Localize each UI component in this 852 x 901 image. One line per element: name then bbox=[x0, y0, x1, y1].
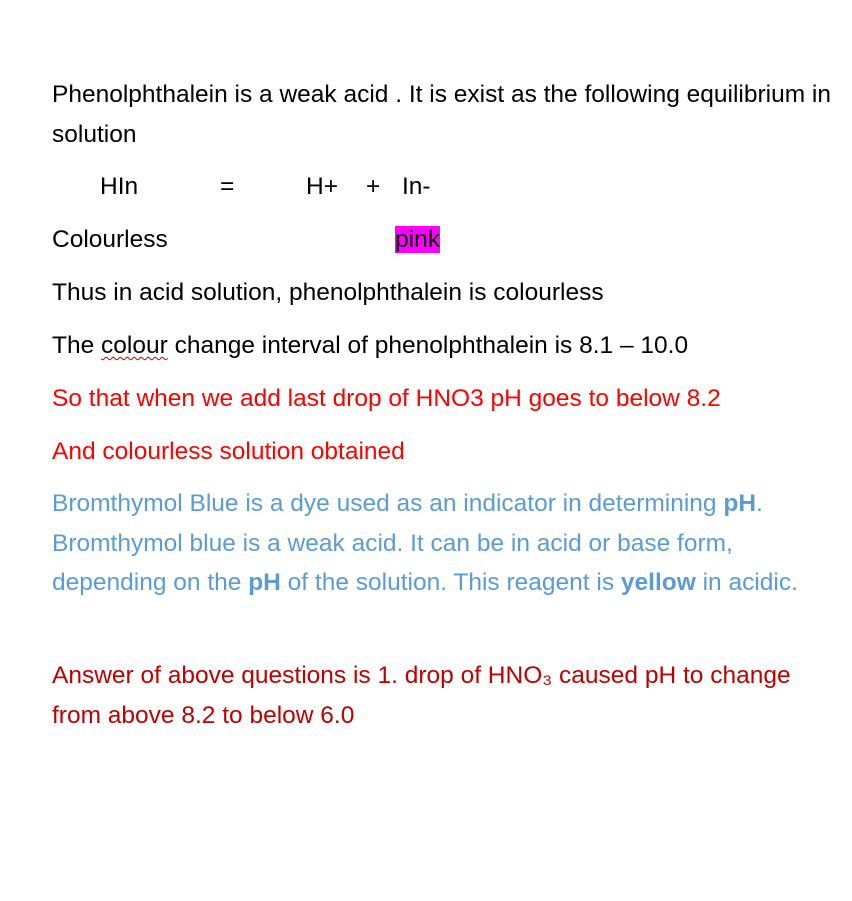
bromthymol-part-2: . Bromthymol blue is a weak acid. It can be in acid or base form, depending on the bbox=[52, 490, 763, 596]
spelling-flagged-word[interactable]: colour bbox=[101, 332, 168, 359]
red-statement-2: And colourless solution obtained bbox=[52, 438, 405, 465]
equation-plus: + bbox=[366, 173, 381, 200]
equation-in-minus: In- bbox=[402, 173, 431, 200]
interval-statement bbox=[52, 326, 688, 366]
yellow-bold: yellow bbox=[620, 569, 696, 596]
interval-after: change interval of phenolphthalein is 8.1 – 10.0 bbox=[167, 332, 689, 359]
colourless-label: Colourless bbox=[52, 226, 168, 253]
acid-statement: Thus in acid solution, phenolphthalein is colourless bbox=[52, 279, 604, 306]
answer-paragraph: Answer of above questions is 1. drop of HNO₃ caused pH to change from above 8.2 to below 6.0 bbox=[52, 662, 791, 729]
intro-paragraph: Phenolphthalein is a weak acid . It is exist as the following equilibrium in solution bbox=[52, 81, 831, 148]
bromthymol-part-1: Bromthymol Blue is a dye used as an indicator in determining bbox=[52, 490, 724, 517]
equation-h-plus: H+ bbox=[306, 173, 339, 200]
red-statement-1: So that when we add last drop of HNO3 pH goes to below 8.2 bbox=[52, 385, 721, 412]
equation-reactant: HIn bbox=[100, 173, 139, 200]
bromthymol-part-4: in acidic. bbox=[695, 569, 798, 596]
ph-bold-2: pH bbox=[248, 569, 281, 596]
pink-label bbox=[395, 220, 440, 260]
bromthymol-part-3: of the solution. This reagent is bbox=[280, 569, 621, 596]
equation-equals: = bbox=[220, 173, 235, 200]
ph-bold-1: pH bbox=[723, 490, 757, 517]
pink-highlight: pink bbox=[395, 226, 440, 253]
interval-before: The bbox=[52, 332, 102, 359]
bromthymol-paragraph bbox=[52, 484, 842, 603]
